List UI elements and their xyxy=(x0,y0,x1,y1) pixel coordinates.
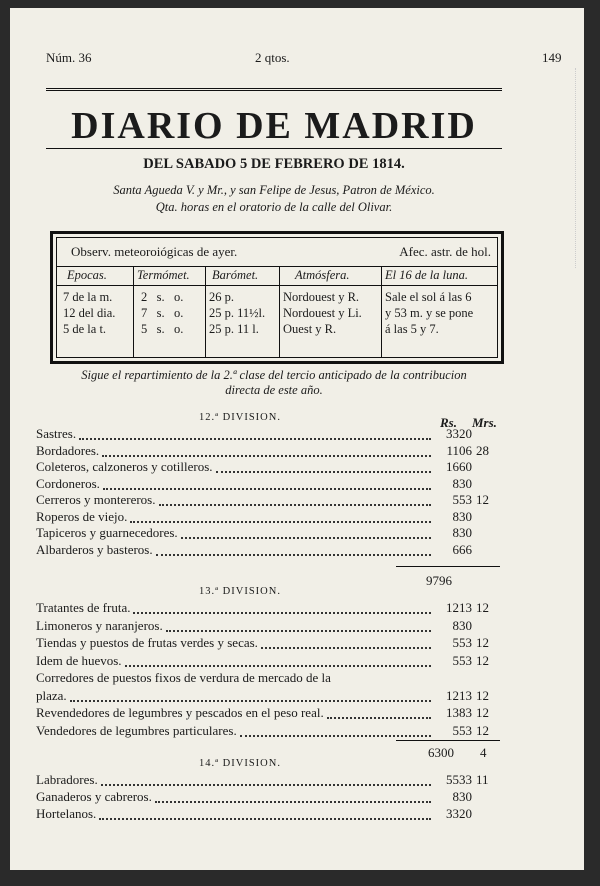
atmo-2: Nordouest y Li. xyxy=(283,306,362,320)
leader-dots xyxy=(181,522,431,539)
row-reales: 830 xyxy=(452,617,472,633)
termo-2: 7 s. o. xyxy=(141,306,184,320)
leader-dots xyxy=(125,650,431,667)
luna-3: á las 5 y 7. xyxy=(385,322,439,336)
leader-dots xyxy=(79,423,431,440)
row-reales: 3320 xyxy=(446,426,472,441)
row-maravedis: 12 xyxy=(476,722,489,738)
baromet-cell xyxy=(209,289,265,337)
row-label: Bordadores. xyxy=(36,442,100,458)
astro-title: Afec. astr. de hol. xyxy=(399,244,491,259)
row-maravedis: 11 xyxy=(476,772,489,787)
row-label: Limoneros y naranjeros. xyxy=(36,617,163,633)
meteo-inner-frame xyxy=(56,237,498,358)
row-reales: 5533 xyxy=(446,772,472,787)
row-label: Albarderos y basteros. xyxy=(36,541,153,557)
meteo-divider xyxy=(57,266,497,267)
row-reales: 830 xyxy=(452,475,472,491)
row-maravedis: 12 xyxy=(476,600,489,615)
issue-date: DEL SABADO 5 DE FEBRERO DE 1814. xyxy=(143,156,405,172)
observations-title: Observ. meteoroiógicas de ayer. xyxy=(71,244,238,259)
leader-dots xyxy=(103,473,431,490)
row-label: Coleteros, calzoneros y cotilleros. xyxy=(36,459,213,474)
division-13-total-rule xyxy=(396,740,500,741)
top-rule xyxy=(46,88,502,93)
atmo-1: Nordouest y R. xyxy=(283,290,360,304)
row-reales: 1213 xyxy=(446,687,472,703)
row-reales: 1213 xyxy=(446,600,472,615)
row-label: Roperos de viejo. xyxy=(36,508,128,524)
masthead-title: DIARIO DE MADRID xyxy=(71,105,477,147)
leader-dots xyxy=(102,440,431,457)
epoca-1: 7 de la m. xyxy=(63,290,113,304)
epoca-3: 5 de la t. xyxy=(63,322,107,336)
leader-dots xyxy=(130,506,431,523)
leader-dots xyxy=(240,720,431,737)
luna-2: y 53 m. y se pone xyxy=(385,306,474,320)
atmo-3: Ouest y R. xyxy=(283,322,337,336)
row-reales: 553 xyxy=(452,492,472,507)
atmosfera-cell xyxy=(283,289,362,337)
termomet-cell xyxy=(141,289,183,337)
row-maravedis: 12 xyxy=(476,635,489,650)
row-label: Ganaderos y cabreros. xyxy=(36,789,152,804)
termo-1: 2 s. o. xyxy=(141,290,184,304)
page-number: 149 xyxy=(542,50,562,65)
baro-2: 25 p. 11½l. xyxy=(209,306,266,320)
division-12-total-rule xyxy=(396,566,500,567)
leader-dots xyxy=(101,769,431,786)
division-13-total: 6300 xyxy=(428,745,454,760)
row-label: Cordoneros. xyxy=(36,475,100,491)
row-reales: 830 xyxy=(452,789,472,804)
division-12-total: 9796 xyxy=(426,573,452,588)
row-label: Vendedores de legumbres particulares. xyxy=(36,722,237,738)
intro-text xyxy=(46,368,502,398)
intro-line-2: directa de este año. xyxy=(225,383,323,397)
leader-dots xyxy=(155,786,431,803)
header-termomet: Termómet. xyxy=(137,268,190,282)
row-maravedis: 12 xyxy=(476,705,489,720)
meteo-col-divider xyxy=(279,266,280,357)
row-maravedis: 12 xyxy=(476,687,489,703)
division-13-heading: 13.ª DIVISION. xyxy=(199,586,281,597)
row-label: Corredores de puestos fixos de verdura de mercado de la xyxy=(36,670,331,685)
division-13-total-mrs: 4 xyxy=(480,745,487,760)
row-label: Tiendas y puestos de frutas verdes y secas. xyxy=(36,635,258,650)
newspaper-page xyxy=(10,8,584,870)
meteo-header-divider xyxy=(57,285,497,286)
title-rule xyxy=(46,148,502,151)
row-label: Tapiceros y guarnecedores. xyxy=(36,525,178,540)
meteo-col-divider xyxy=(205,266,206,357)
meteo-col-divider xyxy=(381,266,382,357)
row-reales: 830 xyxy=(452,525,472,540)
row-label-continued: plaza. xyxy=(36,687,67,703)
leader-dots xyxy=(166,615,431,632)
row-label: Tratantes de fruta. xyxy=(36,600,131,615)
epoca-2: 12 del dia. xyxy=(63,306,116,320)
row-maravedis: 28 xyxy=(476,442,489,458)
row-label: Cerreros y montereros. xyxy=(36,492,156,507)
division-12-heading: 12.ª DIVISION. xyxy=(199,412,281,423)
row-label: Labradores. xyxy=(36,772,98,787)
row-label: Idem de huevos. xyxy=(36,652,122,668)
leader-dots xyxy=(216,456,431,473)
oratory-line: Qta. horas en el oratorio de la calle del Olivar. xyxy=(155,200,393,214)
row-reales: 553 xyxy=(452,635,472,650)
leader-dots xyxy=(261,632,431,649)
meteorological-table xyxy=(50,231,504,364)
intro-line-1: Sigue el repartimiento de la 2.ª clase del tercio anticipado de la contribucion xyxy=(81,368,467,382)
row-label: Sastres. xyxy=(36,426,77,441)
col-mrs-header: Mrs. xyxy=(472,415,497,430)
leader-dots xyxy=(99,803,431,820)
leader-dots xyxy=(159,489,432,506)
bleed-through xyxy=(575,68,584,268)
luna-1: Sale el sol á las 6 xyxy=(385,290,472,304)
leader-dots xyxy=(133,597,431,614)
quartos-count: 2 qtos. xyxy=(255,50,290,65)
row-reales: 553 xyxy=(452,722,472,738)
leader-dots xyxy=(70,685,431,702)
row-reales: 830 xyxy=(452,508,472,524)
row-reales: 1106 xyxy=(446,442,472,458)
row-maravedis: 12 xyxy=(476,492,489,507)
row-label: Revendedores de legumbres y pescados en el peso real. xyxy=(36,705,324,720)
termo-3: 5 s. o. xyxy=(141,322,184,336)
header-epocas: Epocas. xyxy=(67,268,107,282)
header-baromet: Barómet. xyxy=(212,268,259,282)
row-reales: 553 xyxy=(452,652,472,668)
col-rs-header: Rs. xyxy=(440,415,457,430)
row-reales: 1660 xyxy=(446,459,472,474)
row-label: Hortelanos. xyxy=(36,806,97,821)
row-reales: 666 xyxy=(452,541,472,557)
division-14-heading: 14.ª DIVISION. xyxy=(199,758,281,769)
issue-number: Núm. 36 xyxy=(46,50,92,65)
baro-3: 25 p. 11 l. xyxy=(209,322,259,336)
epocas-cell xyxy=(63,289,115,337)
header-luna: El 16 de la luna. xyxy=(385,268,468,282)
row-reales: 1383 xyxy=(446,705,472,720)
leader-dots xyxy=(327,702,431,719)
row-maravedis: 12 xyxy=(476,652,489,668)
leader-dots xyxy=(156,539,431,556)
saints-line: Santa Agueda V. y Mr., y san Felipe de Jesus, Patron de México. xyxy=(113,183,435,197)
baro-1: 26 p. xyxy=(209,290,234,304)
row-reales: 3320 xyxy=(446,806,472,821)
header-atmosfera: Atmósfera. xyxy=(295,268,350,282)
meteo-col-divider xyxy=(133,266,134,357)
luna-cell xyxy=(385,289,473,337)
